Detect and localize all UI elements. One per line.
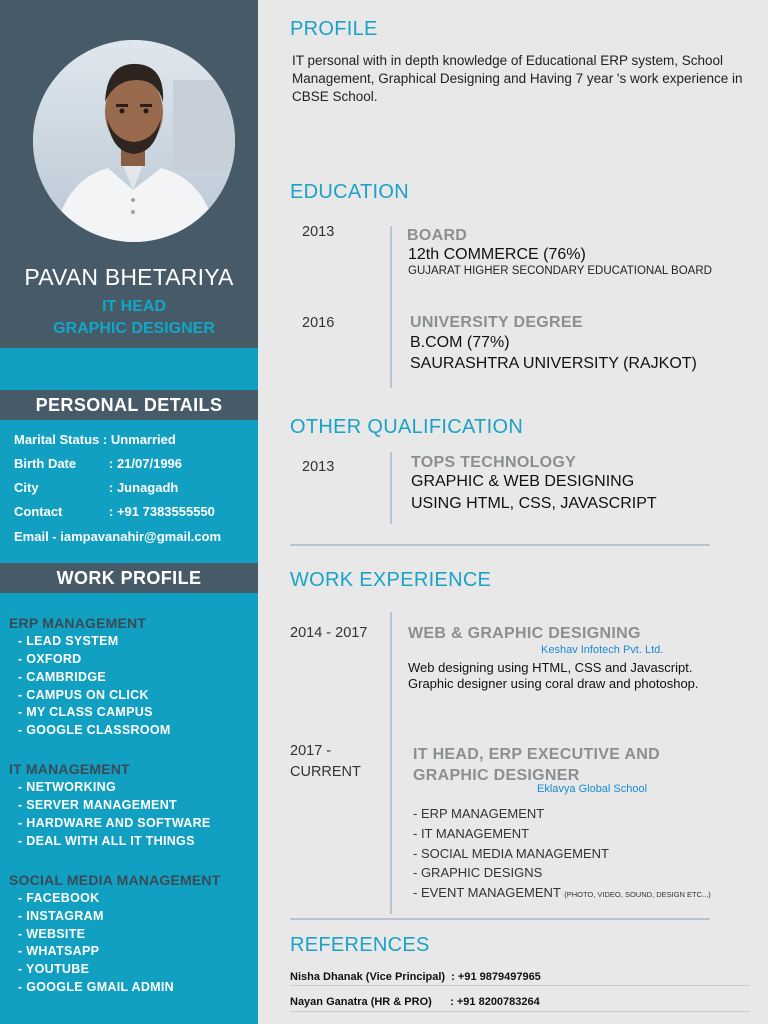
section-divider (290, 544, 710, 546)
sidebar-header (0, 0, 258, 348)
job-description-line: Graphic designer using coral draw and photoshop. (408, 676, 699, 691)
reference-divider (290, 1011, 750, 1012)
role-graphic-designer: GRAPHIC DESIGNER (53, 320, 215, 337)
reference-row: Nayan Ganatra (HR & PRO) : +91 8200783264 (290, 996, 540, 1008)
education-institution: SAURASHTRA UNIVERSITY (RAJKOT) (410, 355, 697, 372)
sidebar (0, 0, 258, 1024)
marital-status-value: Unmarried (110, 432, 176, 447)
email-row: Email - iampavanahir@gmail.com (14, 529, 222, 544)
wp-item: - OXFORD (18, 652, 82, 666)
city-label: City (14, 480, 39, 495)
contact-sep: : (109, 504, 117, 519)
qualification-detail: USING HTML, CSS, JAVASCRIPT (411, 495, 657, 512)
contact-row (14, 504, 215, 519)
city-value: Junagadh (116, 480, 179, 495)
job-company: Eklavya Global School (537, 783, 648, 795)
duty-item: - GRAPHIC DESIGNS (413, 865, 543, 880)
profile-summary: IT personal with in depth knowledge of Educational ERP system, School Management, Graphical Designing and Having 7 year 's work experience in CBSE School. (292, 53, 743, 104)
marital-status-label: Marital Status (14, 432, 100, 447)
erp-management-heading: ERP MANAGEMENT (9, 615, 147, 631)
candidate-name: PAVAN BHETARIYA (24, 264, 234, 290)
profile-photo (33, 40, 235, 242)
wp-item: - DEAL WITH ALL IT THINGS (18, 834, 195, 848)
birth-date-row (14, 456, 183, 471)
education-degree: B.COM (77%) (410, 334, 510, 351)
contact-label: Contact (14, 504, 63, 519)
job-title: WEB & GRAPHIC DESIGNING (408, 625, 641, 642)
contact-value: +91 7383555550 (116, 504, 215, 519)
wp-item: - GOOGLE CLASSROOM (18, 723, 171, 737)
birth-date-label: Birth Date (14, 456, 77, 471)
birth-date-sep: : (109, 456, 117, 471)
duty-item: - SOCIAL MEDIA MANAGEMENT (413, 846, 609, 861)
job-title: IT HEAD, ERP EXECUTIVE AND (413, 746, 660, 763)
marital-status-sep: : (99, 432, 111, 447)
duty-item: - ERP MANAGEMENT (413, 806, 545, 821)
social-media-heading: SOCIAL MEDIA MANAGEMENT (9, 872, 221, 888)
education-degree: 12th COMMERCE (76%) (408, 246, 586, 263)
qualification-timeline-line (390, 452, 392, 524)
wp-item: - WEBSITE (18, 927, 86, 941)
qualification-year: 2013 (302, 459, 335, 475)
education-year: 2016 (302, 315, 335, 331)
job-description-line: Web designing using HTML, CSS and Javascript. (408, 660, 693, 675)
city-row (14, 480, 179, 495)
education-institution: GUJARAT HIGHER SECONDARY EDUCATIONAL BOARD (408, 265, 712, 277)
education-year: 2013 (302, 224, 335, 240)
it-management-heading: IT MANAGEMENT (9, 761, 130, 777)
wp-item: - GOOGLE GMAIL ADMIN (18, 980, 174, 994)
job-company: Keshav Infotech Pvt. Ltd. (541, 644, 664, 656)
education-heading-university: UNIVERSITY DEGREE (410, 314, 583, 331)
wp-item: - NETWORKING (18, 780, 117, 794)
job-years: 2014 - 2017 (290, 625, 368, 641)
profile-heading: PROFILE (290, 18, 378, 40)
personal-details-heading: PERSONAL DETAILS (0, 390, 258, 420)
education-heading-board: BOARD (407, 227, 468, 244)
duty-item: - IT MANAGEMENT (413, 826, 530, 841)
duty-item-event (413, 885, 711, 900)
birth-date-value: 21/07/1996 (116, 456, 183, 471)
wp-item: - MY CLASS CAMPUS (18, 705, 153, 719)
job-title-line2: GRAPHIC DESIGNER (413, 767, 580, 784)
wp-item: - FACEBOOK (18, 891, 100, 905)
job-years: 2017 - (290, 743, 332, 759)
other-qualification-heading: OTHER QUALIFICATION (290, 416, 524, 438)
education-timeline-line (390, 226, 392, 388)
qualification-course: GRAPHIC & WEB DESIGNING (411, 473, 635, 490)
work-experience-heading: WORK EXPERIENCE (290, 569, 492, 591)
wp-item: - SERVER MANAGEMENT (18, 798, 177, 812)
work-profile-heading: WORK PROFILE (0, 563, 258, 593)
wp-item: - WHATSAPP (18, 944, 100, 958)
duty-event-label: - EVENT MANAGEMENT (413, 885, 561, 900)
job-years-current: CURRENT (290, 764, 361, 780)
education-heading: EDUCATION (290, 181, 409, 203)
city-sep: : (109, 480, 117, 495)
work-timeline-line (390, 612, 392, 914)
wp-item: - CAMBRIDGE (18, 670, 107, 684)
wp-item: - HARDWARE AND SOFTWARE (18, 816, 211, 830)
references-heading: REFERENCES (290, 934, 430, 956)
qualification-institute: TOPS TECHNOLOGY (411, 454, 577, 471)
duty-event-note: (PHOTO, VIDEO, SOUND, DESIGN ETC...) (564, 890, 711, 899)
role-it-head: IT HEAD (102, 298, 166, 315)
wp-item: - LEAD SYSTEM (18, 634, 119, 648)
wp-item: - INSTAGRAM (18, 909, 104, 923)
reference-divider (290, 985, 750, 986)
wp-item: - CAMPUS ON CLICK (18, 688, 149, 702)
marital-status-row (14, 432, 176, 447)
section-divider (290, 918, 710, 920)
reference-row: Nisha Dhanak (Vice Principal) : +91 9879497965 (290, 971, 541, 983)
wp-item: - YOUTUBE (18, 962, 90, 976)
